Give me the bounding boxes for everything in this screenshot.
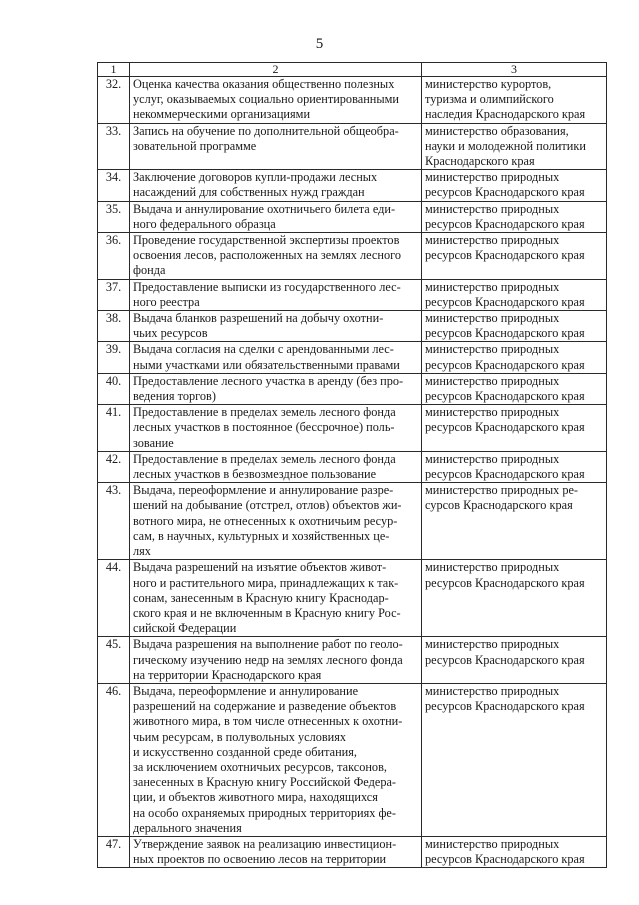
- ministry-cell: [422, 201, 607, 232]
- service-name-line: ского края и не включенным в Красную книгу Рос-: [133, 605, 401, 620]
- service-name-line: услуг, оказываемых социально ориентированными: [133, 92, 399, 107]
- row-number: 39.: [98, 342, 130, 373]
- row-number: 34.: [98, 170, 130, 201]
- service-name-line: некоммерческими организациями: [133, 107, 311, 122]
- ministry-line: ресурсов Краснодарского края: [425, 652, 585, 667]
- table-row: [98, 451, 607, 482]
- ministry-line: министерство природных: [425, 373, 560, 388]
- ministry-cell: [422, 560, 607, 637]
- ministry-line: министерство курортов,: [425, 77, 552, 91]
- ministry-cell: [422, 373, 607, 404]
- header-cell-number: 1: [98, 63, 130, 77]
- header-cell-service: 2: [130, 63, 422, 77]
- ministry-line: Краснодарского края: [425, 154, 535, 169]
- service-name-cell: [130, 311, 422, 342]
- ministry-line: ресурсов Краснодарского края: [425, 852, 585, 867]
- service-name-line: сийской Федерации: [133, 621, 237, 636]
- service-name-line: Утверждение заявок на реализацию инвестицион-: [133, 836, 397, 851]
- ministry-line: министерство природных: [425, 637, 560, 652]
- service-name-line: разрешений на содержание и разведение объектов: [133, 699, 397, 714]
- table-row: [98, 279, 607, 310]
- service-name-cell: [130, 279, 422, 310]
- service-name-line: зовательной программе: [133, 138, 257, 153]
- row-number: 40.: [98, 373, 130, 404]
- service-name-line: ных проектов по освоению лесов на территории: [133, 852, 387, 867]
- service-name-line: лесных участков в безвозмездное пользование: [133, 467, 377, 482]
- service-name-line: Проведение государственной экспертизы проектов: [133, 233, 400, 248]
- service-name-line: Предоставление в пределах земель лесного фонда: [133, 451, 396, 466]
- row-number: 46.: [98, 683, 130, 836]
- ministry-line: ресурсов Краснодарского края: [425, 699, 585, 714]
- service-name-cell: [130, 123, 422, 170]
- service-name-line: Заключение договоров купли-продажи лесных: [133, 170, 378, 185]
- service-name-line: дерального значения: [133, 820, 242, 835]
- ministry-line: министерство природных: [425, 342, 560, 357]
- service-name-cell: [130, 683, 422, 836]
- table-row: [98, 405, 607, 452]
- service-name-line: сонам, занесенным в Красную книгу Краснодар-: [133, 590, 389, 605]
- ministry-cell: [422, 683, 607, 836]
- row-number: 38.: [98, 311, 130, 342]
- ministry-line: министерство природных: [425, 170, 560, 185]
- ministry-line: ресурсов Краснодарского края: [425, 575, 585, 590]
- service-name-line: ного федерального образца: [133, 216, 276, 231]
- ministry-line: министерство природных: [425, 451, 560, 466]
- table-row: [98, 170, 607, 201]
- ministry-line: сурсов Краснодарского края: [425, 498, 573, 513]
- table-row: [98, 836, 607, 867]
- ministry-line: ресурсов Краснодарского края: [425, 467, 585, 482]
- service-name-line: Выдача, переоформление и аннулирование: [133, 683, 359, 698]
- row-number: 36.: [98, 233, 130, 280]
- service-name-cell: [130, 201, 422, 232]
- page-number: 5: [315, 36, 324, 52]
- ministry-line: наследия Краснодарского края: [425, 107, 586, 122]
- service-name-line: Оценка качества оказания общественно полезных: [133, 77, 395, 91]
- services-table: [97, 62, 607, 868]
- ministry-cell: [422, 311, 607, 342]
- table-row: [98, 123, 607, 170]
- ministry-line: ресурсов Краснодарского края: [425, 294, 585, 309]
- row-number: 41.: [98, 405, 130, 452]
- service-name-cell: [130, 373, 422, 404]
- header-cell-ministry: 3: [422, 63, 607, 77]
- table-row: [98, 560, 607, 637]
- row-number: 45.: [98, 637, 130, 684]
- service-name-cell: [130, 560, 422, 637]
- row-number: 35.: [98, 201, 130, 232]
- table-row: [98, 483, 607, 560]
- ministry-cell: [422, 233, 607, 280]
- ministry-cell: [422, 451, 607, 482]
- service-name-line: чьим ресурсам, в полувольных условиях: [133, 729, 347, 744]
- service-name-line: ции, и объектов животного мира, находящихся: [133, 790, 378, 805]
- ministry-line: министерство природных ре-: [425, 483, 579, 498]
- service-name-line: ного и растительного мира, принадлежащих к так-: [133, 575, 399, 590]
- service-name-line: за исключением охотничьих ресурсов, таксонов,: [133, 759, 387, 774]
- ministry-line: ресурсов Краснодарского края: [425, 420, 585, 435]
- ministry-line: министерство природных: [425, 279, 560, 294]
- table-row: [98, 637, 607, 684]
- service-name-cell: [130, 451, 422, 482]
- service-name-line: на территории Краснодарского края: [133, 667, 322, 682]
- table-header-row: [98, 63, 607, 77]
- service-name-line: животного мира, в том числе отнесенных к охотни-: [133, 714, 403, 729]
- service-name-line: Предоставление выписки из государственного лес-: [133, 279, 401, 294]
- service-name-line: Выдача согласия на сделки с арендованными лес-: [133, 342, 394, 357]
- service-name-line: Предоставление в пределах земель лесного фонда: [133, 405, 396, 420]
- service-name-line: Выдача и аннулирование охотничьего билета еди-: [133, 201, 396, 216]
- ministry-cell: [422, 170, 607, 201]
- service-name-line: лях: [133, 544, 151, 559]
- ministry-cell: [422, 483, 607, 560]
- service-name-cell: [130, 637, 422, 684]
- row-number: 32.: [98, 77, 130, 124]
- row-number: 42.: [98, 451, 130, 482]
- ministry-line: министерство природных: [425, 836, 560, 851]
- ministry-line: министерство образования,: [425, 123, 569, 138]
- ministry-line: министерство природных: [425, 683, 560, 698]
- ministry-cell: [422, 77, 607, 124]
- service-name-cell: [130, 405, 422, 452]
- ministry-cell: [422, 405, 607, 452]
- ministry-line: министерство природных: [425, 405, 560, 420]
- row-number: 43.: [98, 483, 130, 560]
- service-name-line: сам, в научных, культурных и хозяйственных це-: [133, 528, 390, 543]
- service-name-line: ведения торгов): [133, 389, 216, 404]
- table-row: [98, 311, 607, 342]
- ministry-line: ресурсов Краснодарского края: [425, 326, 585, 341]
- service-name-line: насаждений для собственных нужд граждан: [133, 185, 365, 200]
- service-name-cell: [130, 170, 422, 201]
- ministry-line: министерство природных: [425, 201, 560, 216]
- table-row: [98, 342, 607, 373]
- service-name-line: чьих ресурсов: [133, 326, 208, 341]
- service-name-line: зование: [133, 435, 174, 450]
- ministry-cell: [422, 836, 607, 867]
- ministry-cell: [422, 123, 607, 170]
- service-name-line: на особо охраняемых природных территориях фе-: [133, 805, 396, 820]
- ministry-line: ресурсов Краснодарского края: [425, 248, 585, 263]
- table-row: [98, 683, 607, 836]
- service-name-cell: [130, 233, 422, 280]
- service-name-cell: [130, 77, 422, 124]
- service-name-line: Выдача разрешения на выполнение работ по геоло-: [133, 637, 403, 652]
- ministry-line: ресурсов Краснодарского края: [425, 185, 585, 200]
- row-number: 44.: [98, 560, 130, 637]
- service-name-line: гическому изучению недр на землях лесного фонда: [133, 652, 403, 667]
- ministry-line: министерство природных: [425, 560, 560, 575]
- row-number: 47.: [98, 836, 130, 867]
- row-number: 33.: [98, 123, 130, 170]
- service-name-cell: [130, 836, 422, 867]
- table-row: [98, 233, 607, 280]
- ministry-cell: [422, 279, 607, 310]
- ministry-line: науки и молодежной политики: [425, 138, 586, 153]
- ministry-line: министерство природных: [425, 233, 560, 248]
- service-name-line: ного реестра: [133, 294, 200, 309]
- service-name-line: вотного мира, не отнесенных к охотничьим ресур-: [133, 513, 398, 528]
- ministry-line: туризма и олимпийского: [425, 92, 554, 107]
- ministry-line: министерство природных: [425, 311, 560, 326]
- ministry-cell: [422, 342, 607, 373]
- service-name-line: и искусственно созданной среде обитания,: [133, 744, 357, 759]
- service-name-line: фонда: [133, 263, 166, 278]
- table-row: [98, 77, 607, 124]
- service-name-line: освоения лесов, расположенных на землях лесного: [133, 248, 401, 263]
- ministry-line: ресурсов Краснодарского края: [425, 216, 585, 231]
- service-name-line: Предоставление лесного участка в аренду (без про-: [133, 373, 404, 388]
- ministry-line: ресурсов Краснодарского края: [425, 389, 585, 404]
- service-name-cell: [130, 342, 422, 373]
- service-name-line: Выдача, переоформление и аннулирование разре-: [133, 483, 394, 498]
- service-name-line: занесенных в Красную книгу Российской Федера-: [133, 775, 397, 790]
- service-name-line: Запись на обучение по дополнительной общеобра-: [133, 123, 399, 138]
- service-name-line: лесных участков в постоянное (бессрочное) поль-: [133, 420, 395, 435]
- ministry-cell: [422, 637, 607, 684]
- service-name-line: Выдача бланков разрешений на добычу охотни-: [133, 311, 384, 326]
- table-row: [98, 201, 607, 232]
- service-name-cell: [130, 483, 422, 560]
- service-name-line: ными участками или обязательственными правами: [133, 357, 400, 372]
- ministry-line: ресурсов Краснодарского края: [425, 357, 585, 372]
- row-number: 37.: [98, 279, 130, 310]
- service-name-line: шений на добывание (отстрел, отлов) объектов жи-: [133, 498, 402, 513]
- table-row: [98, 373, 607, 404]
- service-name-line: Выдача разрешений на изъятие объектов живот-: [133, 560, 387, 575]
